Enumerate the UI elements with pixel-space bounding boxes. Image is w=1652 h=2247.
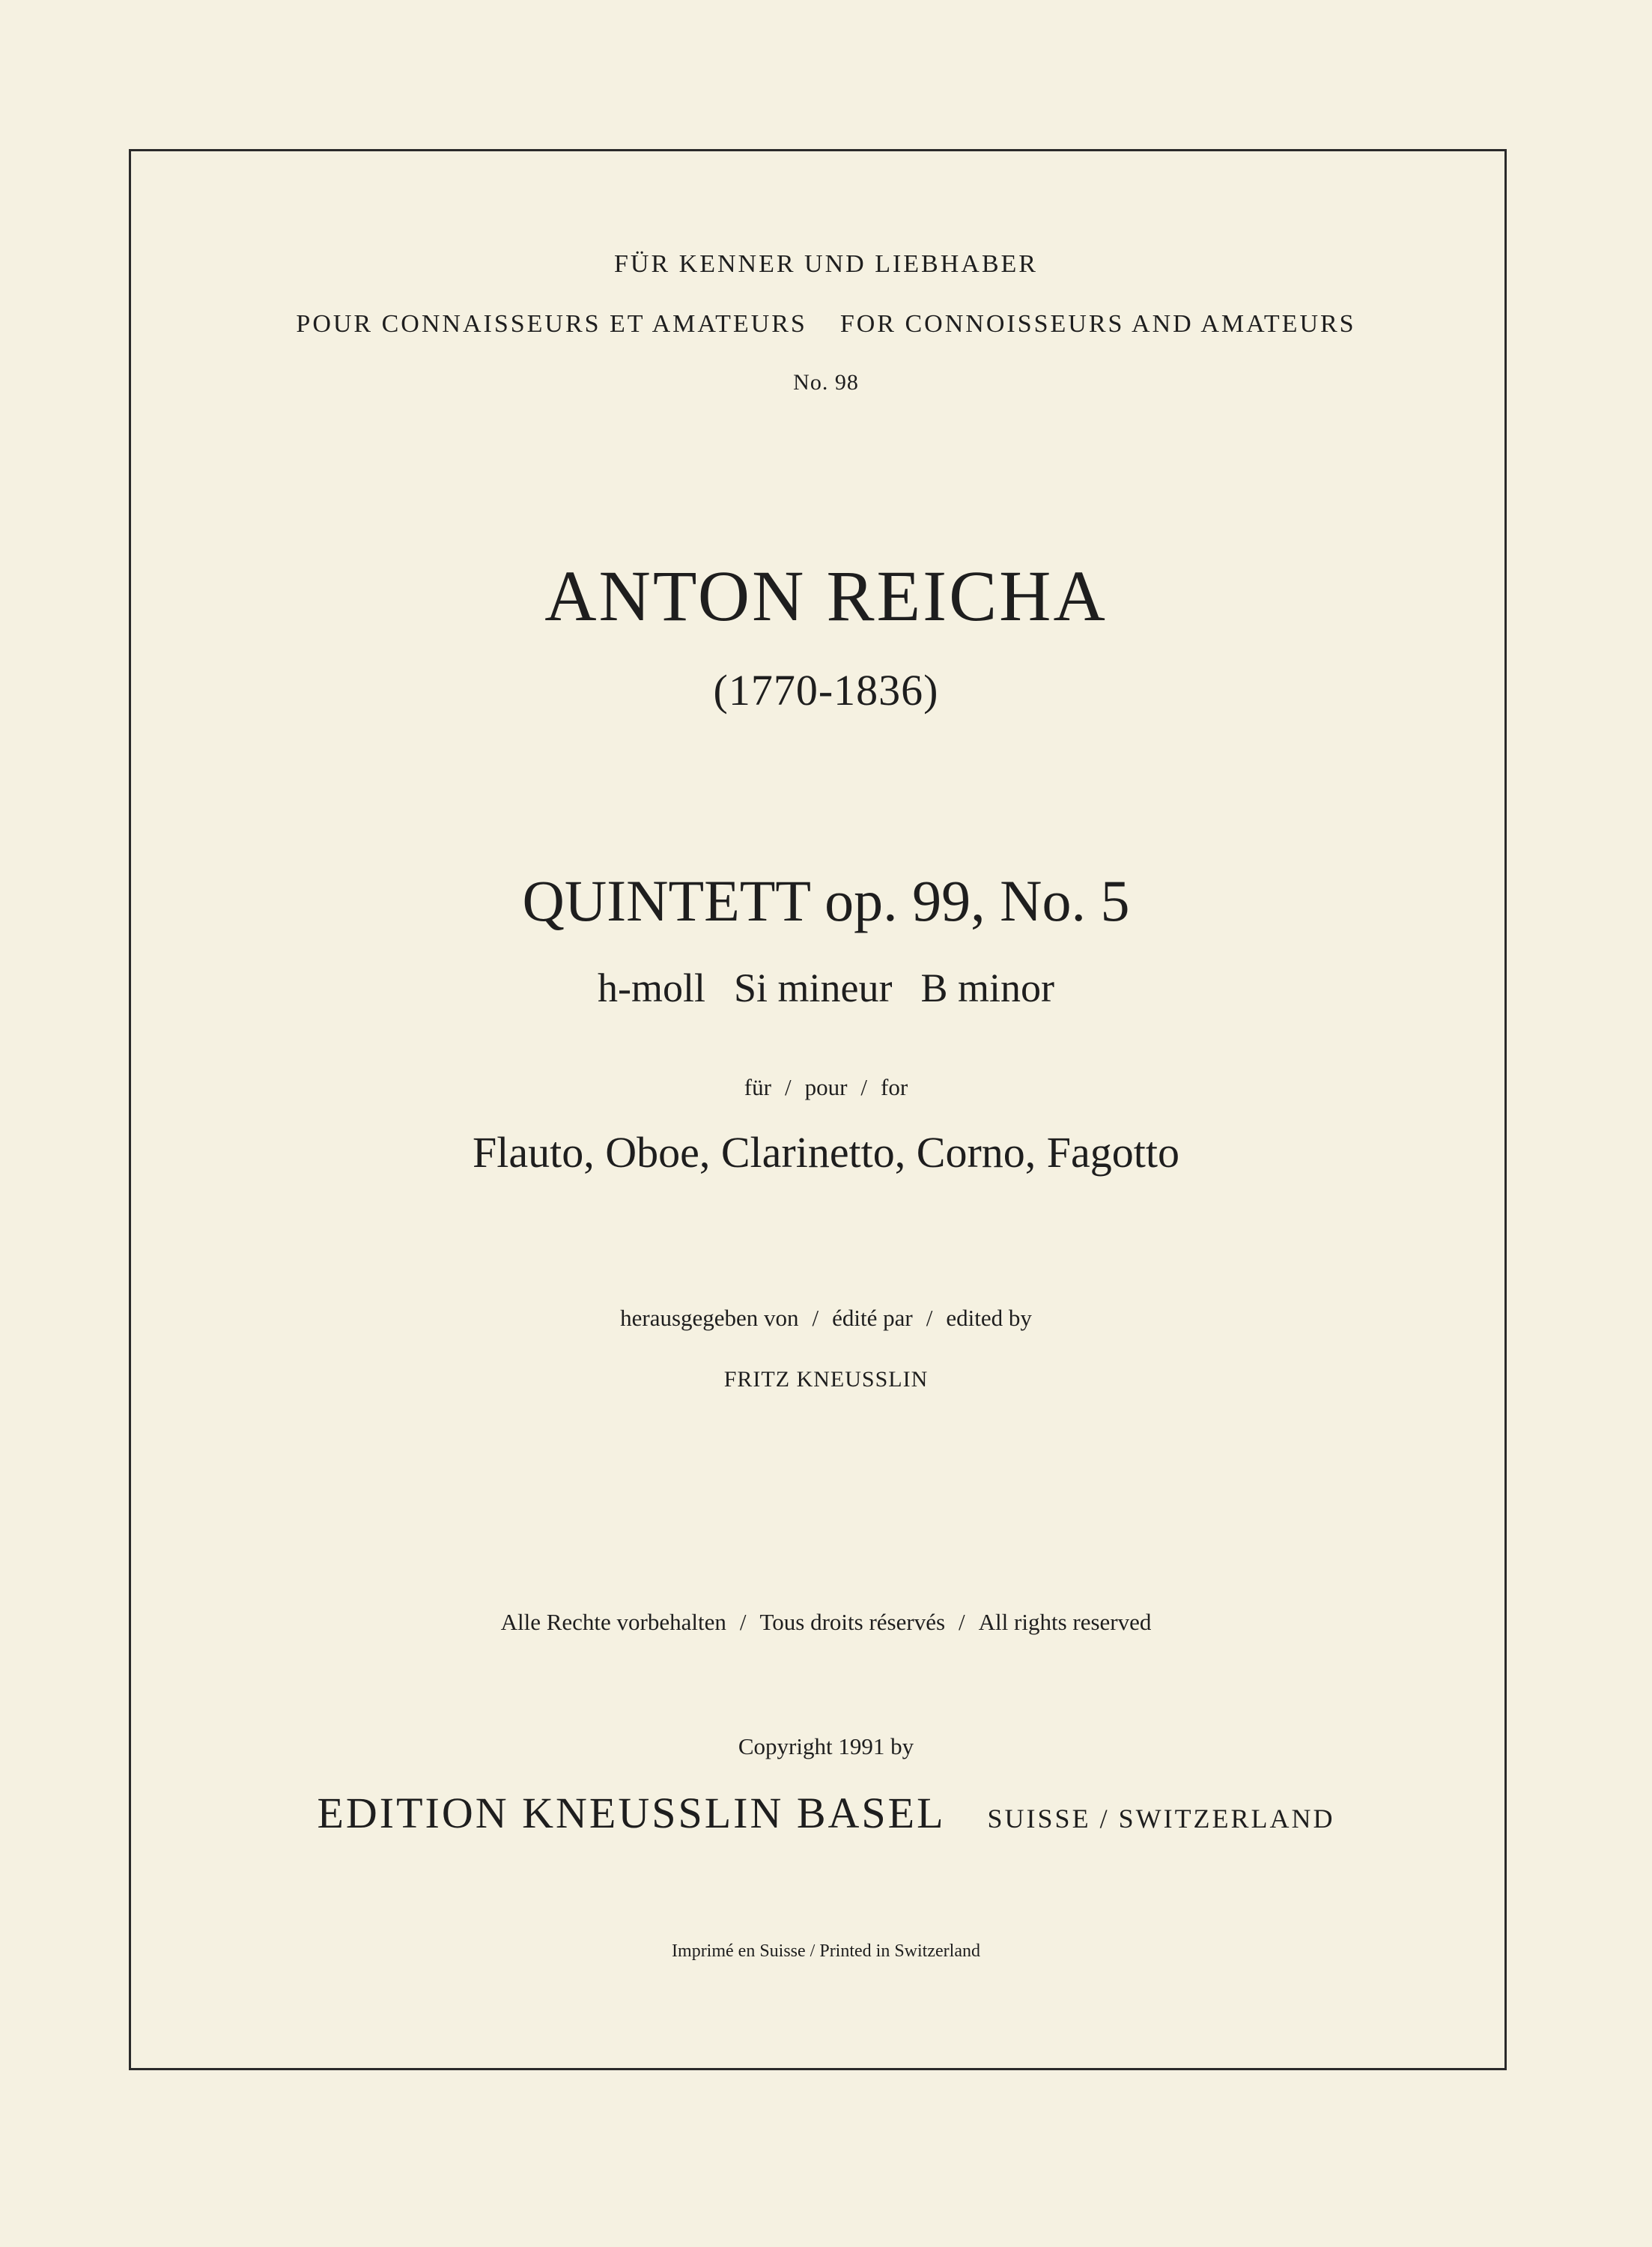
instrumentation: Flauto, Oboe, Clarinetto, Corno, Fagotto (472, 1128, 1180, 1177)
rights-german: Alle Rechte vorbehalten (500, 1609, 726, 1635)
separator: / (784, 1074, 792, 1100)
composer-name: ANTON REICHA (544, 556, 1108, 636)
publisher-country: SUISSE / SWITZERLAND (987, 1804, 1335, 1834)
for-french: pour (804, 1074, 848, 1100)
composer-dates: (1770-1836) (713, 666, 939, 715)
editor-label-english: edited by (946, 1305, 1032, 1331)
rights-french: Tous droits réservés (759, 1609, 946, 1635)
separator: / (812, 1305, 819, 1331)
series-number: No. 98 (793, 370, 859, 395)
series-title-french-english (0, 310, 1652, 339)
editor-label-german: herausgegeben von (620, 1305, 799, 1331)
series-title-english: FOR CONNOISSEURS AND AMATEURS (839, 310, 1356, 338)
publisher-name: EDITION KNEUSSLIN BASEL (317, 1789, 946, 1837)
key-french: Si mineur (733, 965, 893, 1010)
editor-label (0, 1305, 1652, 1332)
for-english: for (881, 1074, 908, 1100)
copyright-line: Copyright 1991 by (738, 1733, 914, 1759)
for-german: für (744, 1074, 771, 1100)
separator: / (860, 1074, 868, 1100)
rights-english: All rights reserved (978, 1609, 1152, 1635)
editor-label-french: édité par (832, 1305, 913, 1331)
publisher-line (0, 1788, 1652, 1838)
for-label (0, 1074, 1652, 1101)
separator: / (926, 1305, 933, 1331)
work-key (0, 965, 1652, 1011)
key-german: h-moll (597, 965, 705, 1010)
work-title: QUINTETT op. 99, No. 5 (522, 868, 1130, 933)
series-title-french: POUR CONNAISSEURS ET AMATEURS (296, 310, 807, 338)
printed-in-notice: Imprimé en Suisse / Printed in Switzerland (672, 1941, 980, 1961)
rights-notice (0, 1609, 1652, 1636)
editor-name: FRITZ KNEUSSLIN (723, 1367, 929, 1392)
key-english: B minor (920, 965, 1054, 1010)
separator: / (739, 1609, 747, 1635)
page-border-frame (129, 149, 1507, 2070)
series-title-german: FÜR KENNER UND LIEBHABER (614, 250, 1038, 278)
separator: / (959, 1609, 965, 1635)
